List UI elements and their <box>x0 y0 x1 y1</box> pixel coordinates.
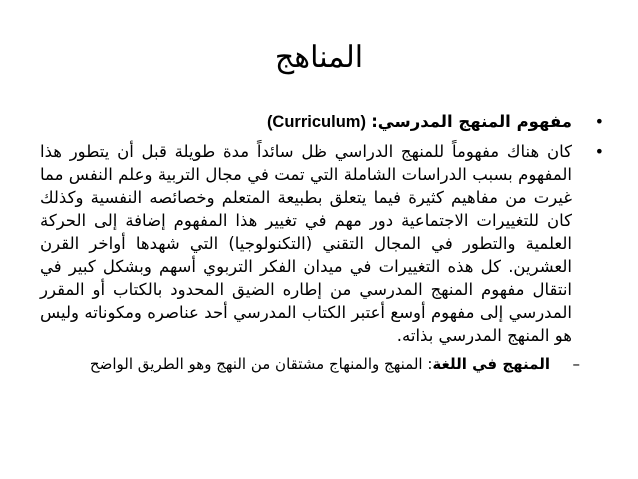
language-label: المنهج في اللغة <box>432 355 550 373</box>
bullet-icon: • <box>594 112 604 131</box>
language-colon: : <box>427 355 433 373</box>
paragraph-text: كان هناك مفهوماً للمنهج الدراسي ظل سائداً مدة طويلة قبل أن يتطور هذا المفهوم بسبب الدراسات الشاملة التي تمت في مجال التربية وعلم النفس مما غيرت من مفاهيم كثيرة فيما يتعلق بطبيعة المتعلم وخصائصه النفسية وكذلك كان للتغييرات الاجتماعية دور مهم في تغيير هذا المفهوم إضافة إلى الحركة العلمية والتطور في المجال التقني (التكنولوجيا) التي شهدها أواخر القرن العشرين. كل هذه التغييرات في ميدان الفكر التربوي أسهم وبشكل كبير في انتقال مفهوم المنهج المدرسي من إطاره الضيق المحدود بالكتاب أو المقرر المدرسي إلى مفهوم أوسع أعتبر الكتاب المدرسي أحد عناصره ومكوناته وليس هو المنهج المدرسي بذاته. <box>40 142 572 345</box>
language-text: المنهج والمنهاج مشتقان من النهج وهو الطريق الواضح <box>89 355 428 373</box>
sub-item-language <box>40 353 606 375</box>
definition-latin-term: (Curriculum) <box>266 113 366 131</box>
definition-label: مفهوم المنهج المدرسي: <box>371 112 572 131</box>
slide-title: المناهج <box>274 40 364 75</box>
slide-content <box>40 110 606 375</box>
dash-icon: – <box>572 355 580 373</box>
bullet-item-paragraph <box>40 140 606 347</box>
bullet-item-definition <box>40 110 606 134</box>
bullet-icon: • <box>594 142 604 161</box>
